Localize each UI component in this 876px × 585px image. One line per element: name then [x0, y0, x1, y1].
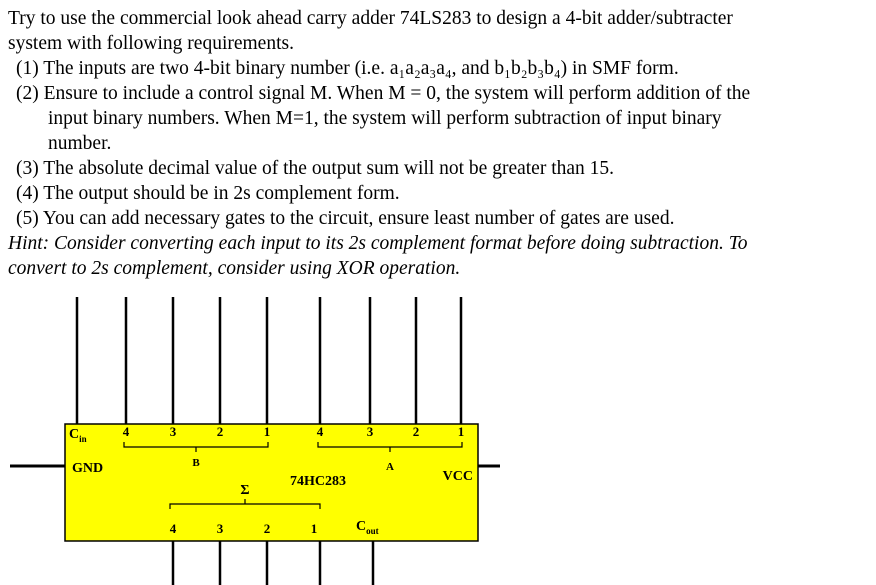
b-group-label: B [192, 457, 200, 469]
a-group-label: A [386, 461, 394, 473]
requirement-2-line-3: number. [48, 133, 112, 154]
cin-label: $C_{in}$ [69, 427, 87, 444]
input-wires [77, 297, 461, 424]
gnd-label: GND [72, 461, 104, 476]
chip-body [65, 424, 478, 541]
a-pin-1: 1 [457, 424, 465, 439]
requirement-1: (1) The inputs are two 4-bit binary number (i.e. a₁a₂a₃a₄, and b₁b₂b₃b₄) in SMF form. [16, 58, 679, 79]
a-pin-4: 4 [316, 424, 324, 439]
b-pin-1: 1 [263, 424, 271, 439]
requirement-5: (5) You can add necessary gates to the circuit, ensure least number of gates are used. [16, 208, 675, 229]
b-pin-4: 4 [122, 424, 130, 439]
intro-line-1: Try to use the commercial look ahead carry adder 74LS283 to design a 4-bit adder/subtracter [8, 8, 733, 29]
sum-symbol: Σ [240, 483, 250, 498]
sum-pin-3: 3 [216, 521, 224, 536]
sum-pin-1: 1 [310, 521, 318, 536]
vcc-label: VCC [442, 469, 473, 484]
cout-label: $C_{out}$ [356, 519, 379, 536]
requirement-2-line-1: (2) Ensure to include a control signal M. When M = 0, the system will perform addition of the [16, 83, 751, 104]
intro-line-2: system with following requirements. [8, 33, 294, 54]
sum-pin-4: 4 [169, 521, 177, 536]
hint-line-2: convert to 2s complement, consider using XOR operation. [8, 258, 461, 279]
requirement-4: (4) The output should be in 2s complement form. [16, 183, 400, 204]
sum-pin-2: 2 [263, 521, 271, 536]
requirement-2-line-2: input binary numbers. When M=1, the system will perform subtraction of input binary [48, 108, 722, 129]
a-pin-2: 2 [412, 424, 420, 439]
output-wires [173, 541, 373, 585]
a-pin-3: 3 [366, 424, 374, 439]
requirement-3: (3) The absolute decimal value of the output sum will not be greater than 15. [16, 158, 615, 179]
b-pin-2: 2 [216, 424, 224, 439]
b-pin-3: 3 [169, 424, 177, 439]
hint-line-1: Hint: Consider converting each input to its 2s complement format before doing subtraction. To [8, 233, 748, 254]
part-number: 74HC283 [290, 474, 346, 489]
